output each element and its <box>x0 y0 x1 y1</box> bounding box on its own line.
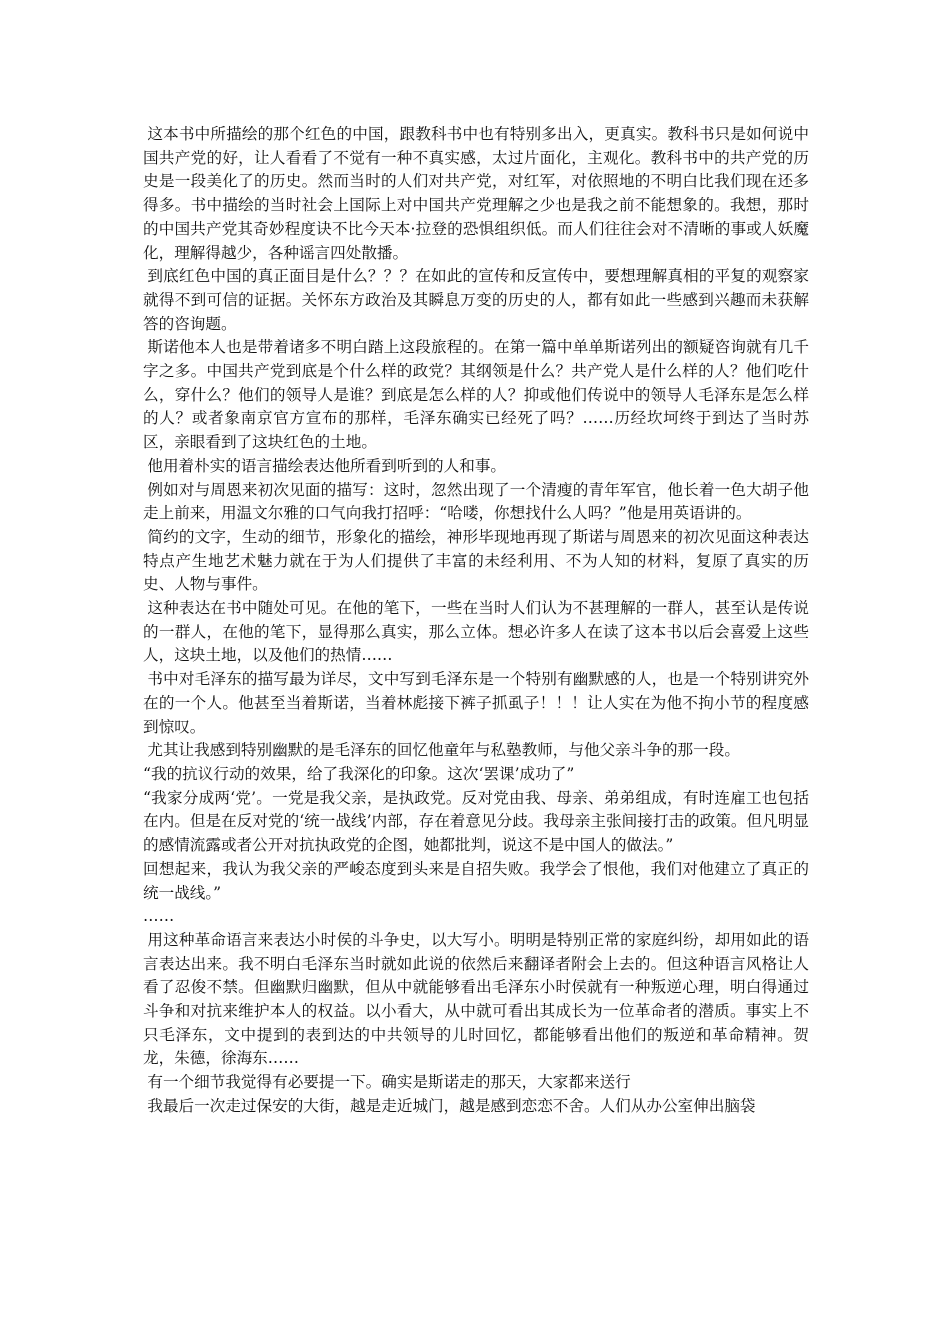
paragraph-10: 用这种革命语言来表达小时侯的斗争史，以大写小。明明是特别正常的家庭纠纷，却用如此的语言表达出来。我不明白毛泽东当时就如此说的依然后来翻译者附会上去的。但这种语言风格让人看了忍俊不禁。但幽默归幽默，但从中就能够看出毛泽东小时侯就有一种叛逆心理，明白得通过斗争和对抗来维护本人的权益。以小看大，从中就可看出其成长为一位革命者的潜质。事实上不只毛泽东，文中提到的表到达的中共领导的儿时回忆，都能够看出他们的叛逆和革命精神。贺龙，朱德，徐海东…… <box>143 930 809 1068</box>
paragraph-2: 到底红色中国的真正面目是什么？？？在如此的宣传和反宣传中，要想理解真相的平复的观察家就得不到可信的证据。关怀东方政治及其瞬息万变的历史的人，都有如此一些感到兴趣而未获解答的咨询题。 <box>143 267 809 333</box>
document-body <box>143 123 809 1119</box>
paragraph-6: 简约的文字，生动的细节，形象化的描绘，神形毕现地再现了斯诺与周恩来的初次见面这种表达特点产生地艺术魅力就在于为人们提供了丰富的未经利用、不为人知的材料，复原了真实的历史、人物与事件。 <box>143 527 809 594</box>
ellipsis-line: …… <box>143 907 175 926</box>
paragraph-8: 书中对毛泽东的描写最为详尽，文中写到毛泽东是一个特别有幽默感的人，也是一个特别讲究外在的一个人。他甚至当着斯诺，当着林彪接下裤子抓虱子！！！让人实在为他不拘小节的程度感到惊叹。 <box>143 670 809 736</box>
paragraph-5: 例如对与周恩来初次见面的描写：这时，忽然出现了一个清瘦的青年军官，他长着一色大胡子他走上前来，用温文尔雅的口气向我打招呼：“哈喽，你想找什么人吗？”他是用英语讲的。 <box>143 480 809 523</box>
quote-3: 回想起来，我认为我父亲的严峻态度到头来是自招失败。我学会了恨他，我们对他建立了真正的统一战线。” <box>143 859 809 902</box>
paragraph-9: 尤其让我感到特别幽默的是毛泽东的回忆他童年与私塾教师，与他父亲斗争的那一段。 <box>147 741 740 760</box>
paragraph-7: 这种表达在书中随处可见。在他的笔下，一些在当时人们认为不甚理解的一群人，甚至认是传说的一群人，在他的笔下，显得那么真实，那么立体。想必许多人在读了这本书以后会喜爱上这些人，这块土地，以及他们的热情…… <box>143 599 809 665</box>
paragraph-12: 我最后一次走过保安的大街，越是走近城门，越是感到恋恋不舍。人们从办公室伸出脑袋 <box>147 1096 756 1115</box>
paragraph-11: 有一个细节我觉得有必要提一下。确实是斯诺走的那天，大家都来送行 <box>147 1073 631 1092</box>
quote-2: “我家分成两‘党’。一党是我父亲，是执政党。反对党由我、母亲、弟弟组成，有时连雇工也包括在内。但是在反对党的‘统一战线’内部，存在着意见分歧。我母亲主张间接打击的政策。但凡明显的感情流露或者公开对抗执政党的企图，她都批判，说这不是中国人的做法。” <box>143 788 809 855</box>
paragraph-3: 斯诺他本人也是带着诸多不明白踏上这段旅程的。在第一篇中单单斯诺列出的额疑咨询就有几千字之多。中国共产党到底是个什么样的政党？其纲领是什么？共产党人是什么样的人？他们吃什么，穿什么？他们的领导人是谁？到底是怎么样的人？抑或他们传说中的领导人毛泽东是怎么样的人？或者象南京官方宣布的那样，毛泽东确实已经死了吗？……历经坎坷终于到达了当时苏区，亲眼看到了这块红色的土地。 <box>143 338 809 452</box>
quote-1: “我的抗议行动的效果，给了我深化的印象。这次‘罢课’成功了” <box>143 764 575 783</box>
paragraph-1: 这本书中所描绘的那个红色的中国，跟教科书中也有特别多出入，更真实。教科书只是如何说中国共产党的好，让人看看了不觉有一种不真实感，太过片面化，主观化。教科书中的共产党的历史是一段美化了的历史。然而当时的人们对共产党，对红军，对依照地的不明白比我们现在还多得多。书中描绘的当时社会上国际上对中国共产党理解之少也是我之前不能想象的。我想，那时的中国共产党其奇妙程度诀不比今天本·拉登的恐惧组织低。而人们往往会对不清晰的事或人妖魔化，理解得越少，各种谣言四处散播。 <box>143 125 809 262</box>
paragraph-4: 他用着朴实的语言描绘表达他所看到听到的人和事。 <box>147 456 507 475</box>
